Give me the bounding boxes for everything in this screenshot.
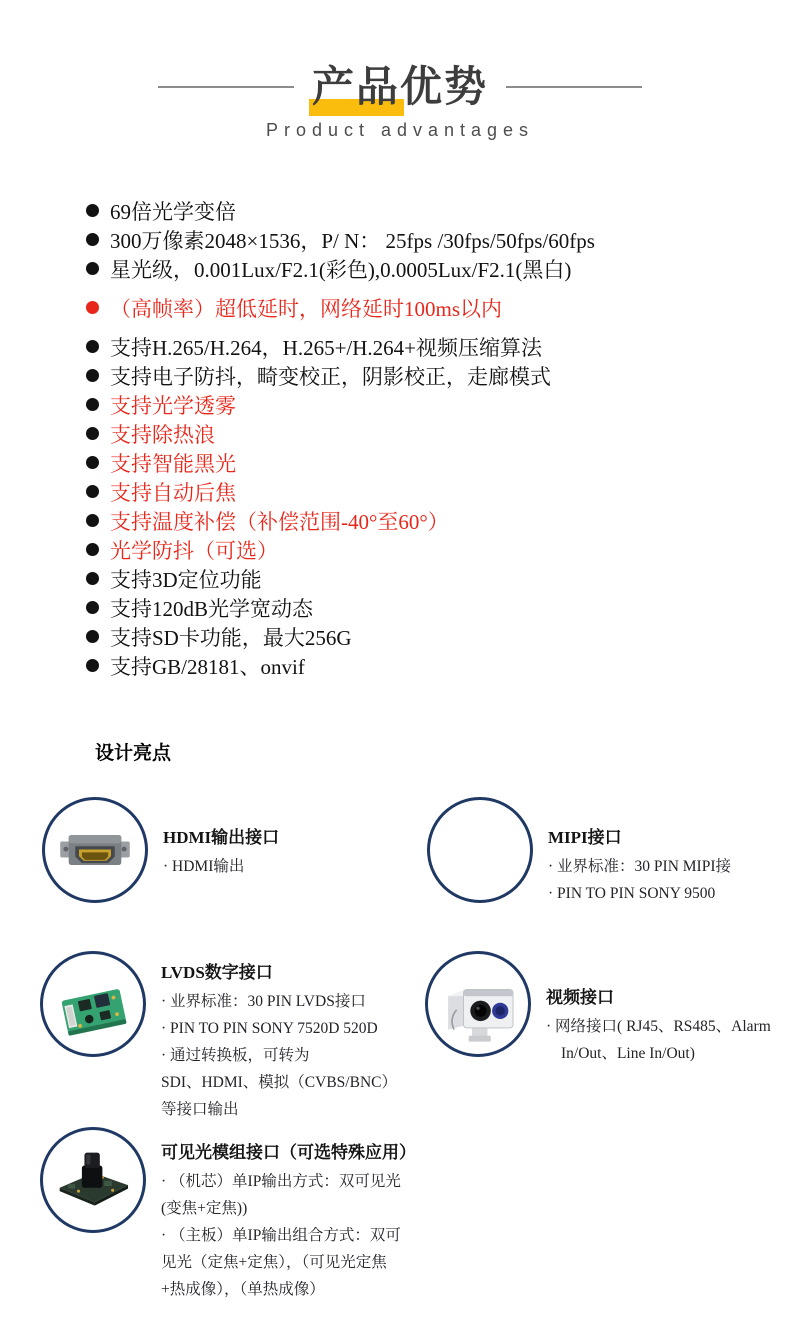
feature-item — [86, 564, 595, 593]
bullet-icon — [86, 262, 99, 275]
feature-text: 支持H.265/H.264，H.265+/H.264+视频压缩算法 — [110, 335, 543, 360]
feature-item — [86, 332, 595, 361]
feature-text: 支持电子防抖，畸变校正，阴影校正，走廊模式 — [110, 364, 551, 389]
feature-text: 支持温度补偿（补偿范围-40°至60°） — [110, 509, 449, 534]
title-row — [0, 64, 800, 110]
card-text-video — [546, 951, 796, 1067]
feature-item — [86, 225, 595, 254]
highlight-card-video — [425, 951, 796, 1067]
bullet-icon — [86, 398, 99, 411]
card-line: · 业界标准：30 PIN MIPI接 — [548, 858, 731, 875]
hdmi-connector-image — [48, 803, 142, 897]
highlight-card-hdmi — [42, 797, 429, 903]
bullet-icon — [86, 427, 99, 440]
feature-text: 星光级，0.001Lux/F2.1(彩色),0.0005Lux/F2.1(黑白) — [110, 257, 572, 282]
dual-lens-camera-image — [431, 957, 525, 1051]
feature-text: （高帧率）超低延时，网络延时100ms以内 — [110, 296, 503, 321]
card-line: · PIN TO PIN SONY 9500 — [548, 885, 716, 902]
feature-list — [86, 196, 595, 680]
title-right-line — [506, 86, 642, 88]
card-line: SDI、HDMI、模拟（CVBS/BNC） — [161, 1074, 397, 1091]
page-header — [0, 64, 800, 141]
video-photo-circle — [425, 951, 531, 1057]
card-text-mipi — [548, 797, 798, 907]
bullet-icon — [86, 369, 99, 382]
highlight-card-lvds — [40, 951, 427, 1123]
card-title: LVDS数字接口 — [161, 963, 273, 982]
bullet-icon — [86, 301, 99, 314]
highlight-card-module — [40, 1127, 427, 1303]
card-line: · 通过转换板，可转为 — [161, 1047, 310, 1064]
feature-item — [86, 196, 595, 225]
bullet-icon — [86, 514, 99, 527]
card-text-hdmi — [163, 797, 429, 903]
card-text-lvds — [161, 951, 427, 1123]
bullet-icon — [86, 340, 99, 353]
bullet-icon — [86, 456, 99, 469]
module-photo-circle — [40, 1127, 146, 1233]
card-title: MIPI接口 — [548, 828, 622, 847]
feature-text: 支持除热浪 — [110, 422, 215, 447]
bullet-icon — [86, 659, 99, 672]
feature-item — [86, 477, 595, 506]
card-line: +热成像），（单热成像） — [161, 1281, 325, 1298]
bullet-icon — [86, 485, 99, 498]
page-title-text: 产品优势 — [311, 63, 488, 110]
page-subtitle: Product advantages — [265, 120, 535, 141]
feature-text: 支持120dB光学宽动态 — [110, 596, 314, 621]
feature-text: 光学防抖（可选） — [110, 538, 278, 563]
card-line: · 业界标准：30 PIN LVDS接口 — [161, 993, 366, 1010]
page-title — [312, 64, 488, 110]
bullet-icon — [86, 572, 99, 585]
card-line: · （主板）单IP输出组合方式：双可 — [161, 1227, 401, 1244]
feature-item — [86, 361, 595, 390]
card-line: (变焦+定焦)) — [161, 1200, 248, 1217]
card-text-module — [161, 1127, 427, 1303]
card-title: 可见光模组接口（可选特殊应用） — [161, 1143, 416, 1162]
feature-item — [86, 254, 595, 283]
card-line: · 网络接口( RJ45、RS485、Alarm — [546, 1018, 771, 1035]
feature-item — [86, 293, 595, 322]
feature-text: 支持3D定位功能 — [110, 567, 262, 592]
feature-text: 支持自动后焦 — [110, 480, 236, 505]
card-title: HDMI输出接口 — [163, 828, 280, 847]
feature-text: 支持智能黑光 — [110, 451, 236, 476]
feature-text: 支持GB/28181、onvif — [110, 654, 305, 679]
feature-item — [86, 448, 595, 477]
card-line: · PIN TO PIN SONY 7520D 520D — [161, 1020, 378, 1037]
bullet-icon — [86, 233, 99, 246]
lvds-board-image — [46, 957, 140, 1051]
card-line: 等接口输出 — [161, 1101, 239, 1118]
title-left-line — [158, 86, 294, 88]
card-line: In/Out、Line In/Out) — [561, 1045, 695, 1062]
card-title: 视频接口 — [546, 988, 614, 1007]
lvds-photo-circle — [40, 951, 146, 1057]
feature-text: 300万像素2048×1536，P/ N： 25fps /30fps/50fps/60fps — [110, 228, 595, 253]
design-highlights-heading: 设计亮点 — [95, 743, 172, 764]
bullet-icon — [86, 630, 99, 643]
feature-item — [86, 651, 595, 680]
bullet-icon — [86, 543, 99, 556]
bullet-icon — [86, 204, 99, 217]
card-line: 见光（定焦+定焦），（可见光定焦 — [161, 1254, 387, 1271]
mipi-photo-circle — [427, 797, 533, 903]
card-line: · （机芯）单IP输出方式：双可见光 — [161, 1173, 401, 1190]
feature-item — [86, 506, 595, 535]
feature-item — [86, 593, 595, 622]
camera-module-image — [46, 1133, 140, 1227]
feature-item — [86, 390, 595, 419]
feature-text: 69倍光学变倍 — [110, 199, 236, 224]
feature-item — [86, 535, 595, 564]
card-line: · HDMI输出 — [163, 858, 245, 875]
feature-text: 支持SD卡功能，最大256G — [110, 625, 352, 650]
feature-item — [86, 419, 595, 448]
bullet-icon — [86, 601, 99, 614]
feature-text: 支持光学透雾 — [110, 393, 236, 418]
hdmi-photo-circle — [42, 797, 148, 903]
feature-item — [86, 622, 595, 651]
highlight-card-mipi — [427, 797, 798, 907]
